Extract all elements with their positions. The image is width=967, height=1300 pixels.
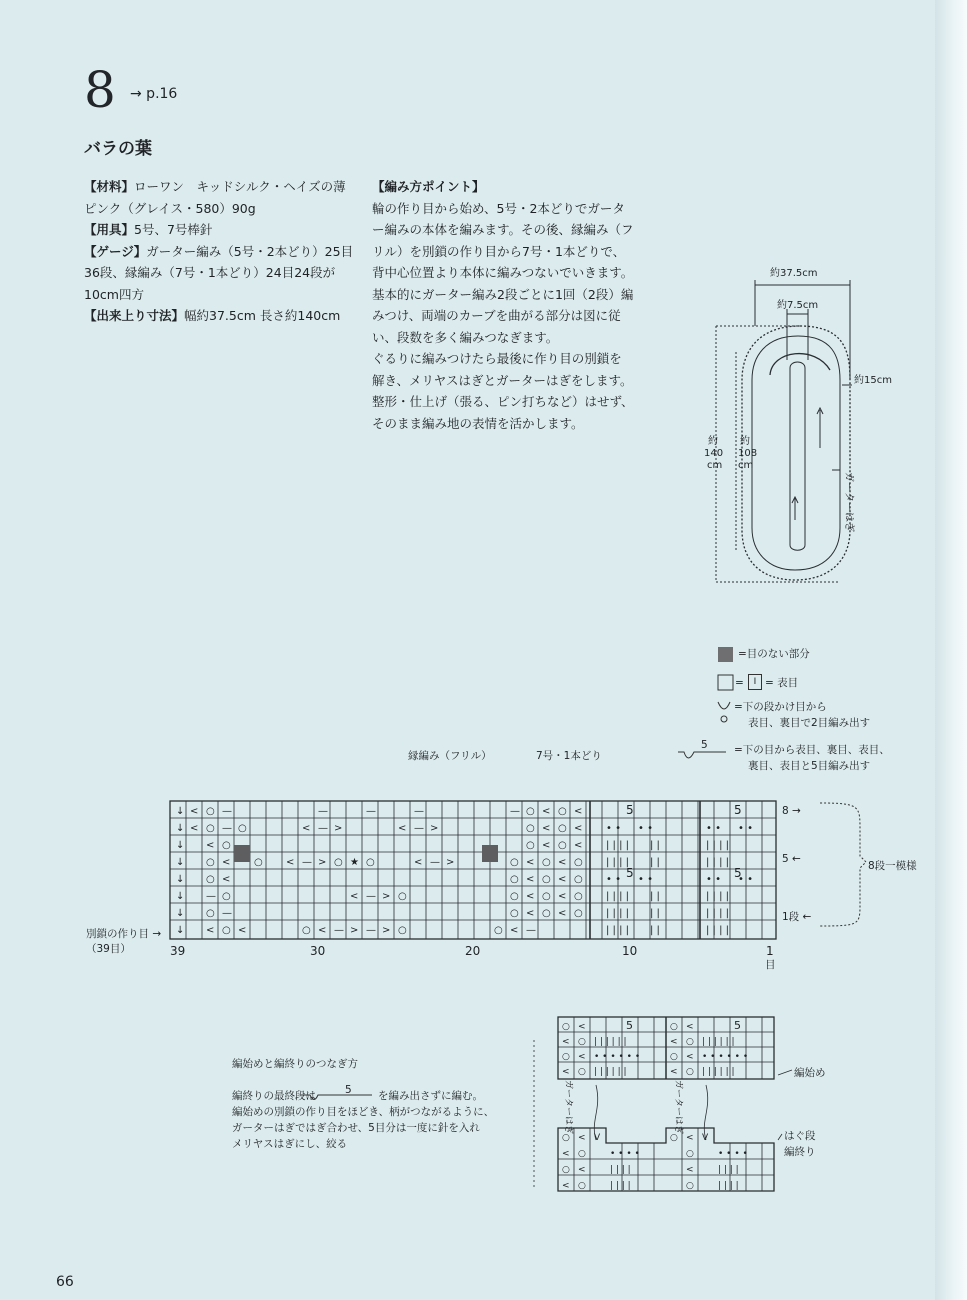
svg-text:<: < <box>578 1052 586 1062</box>
page-number: 66 <box>56 1274 74 1290</box>
joining-seam-label: はぐ段 <box>784 1130 816 1142</box>
legend-increase-line2: 表目、裏目で2目編み出す <box>748 717 871 729</box>
joining-end-label: 編終り <box>784 1146 816 1158</box>
joining-five-2: 5 <box>734 1019 741 1032</box>
svg-text:V: V <box>702 1133 709 1143</box>
svg-text:<: < <box>574 840 583 851</box>
svg-text:○: ○ <box>562 1022 570 1032</box>
svg-text:○: ○ <box>562 1165 570 1175</box>
chart-five-4: 5 <box>734 866 742 880</box>
legend-knit-symbol: I <box>748 674 762 690</box>
svg-text:| | | |: | | | | <box>706 925 730 936</box>
svg-text:○: ○ <box>670 1133 678 1143</box>
svg-text:| | | |: | | | | <box>706 908 730 919</box>
joining-start-label: 編始め <box>794 1067 826 1079</box>
svg-text:—: — <box>366 925 376 936</box>
svg-text:<: < <box>578 1022 586 1032</box>
chart-no-stitch-1 <box>234 845 250 862</box>
svg-text:| |: | | <box>650 908 660 919</box>
legend-five-line2: 裏目、表目と5目編み出す <box>748 760 871 772</box>
joining-text1-b: を編み出さずに編む。 <box>378 1090 483 1102</box>
svg-text:↓: ↓ <box>176 840 185 851</box>
svg-text:○: ○ <box>578 1037 586 1047</box>
svg-text:—: — <box>366 891 376 902</box>
svg-text:| | | | | |: | | | | | | <box>594 1067 627 1077</box>
joining-text2: 編始めの別鎖の作り目をほどき、柄がつながるように、 <box>232 1106 495 1118</box>
svg-text:<: < <box>686 1133 694 1143</box>
legend-five-line1: =下の目から表目、裏目、表目、 <box>734 744 890 756</box>
svg-text:—: — <box>222 823 232 834</box>
row-label-5: 5 ← <box>782 853 801 865</box>
svg-text:○: ○ <box>542 857 551 868</box>
svg-text:↓: ↓ <box>176 908 185 919</box>
svg-text:<: < <box>562 1067 570 1077</box>
svg-text:○: ○ <box>222 925 231 936</box>
join-label: ガーターはぎ <box>843 472 854 532</box>
svg-text:| | | |: | | | | <box>610 1165 631 1175</box>
svg-text:| | | |: | | | | <box>718 1181 739 1191</box>
svg-text:—: — <box>222 908 232 919</box>
svg-text:• •: • • <box>738 823 753 834</box>
svg-text:V: V <box>594 1133 601 1143</box>
svg-text:○: ○ <box>526 823 535 834</box>
width-total-label: 約37.5cm <box>770 268 818 279</box>
points-paragraph-1: 輪の作り目から始め、5号・2本どりでガーター編みの本体を編みます。その後、縁編み（フリル）を別鎖の作り目から7号・1本どりで、背中心位置より本体に編みつないでいきます。基本的にガーター編み2段ごとに1回（2段）編みつけ、両端のカーブを曲がる部分は図に従い、段数を多く編みつなぎます。 <box>372 200 634 345</box>
svg-text:○: ○ <box>670 1052 678 1062</box>
svg-text:<: < <box>562 1181 570 1191</box>
svg-text:—: — <box>222 806 232 817</box>
svg-text:| | | | | |: | | | | | | <box>702 1037 735 1047</box>
svg-text:○: ○ <box>254 857 263 868</box>
svg-text:<: < <box>670 1037 678 1047</box>
svg-text:<: < <box>558 874 567 885</box>
svg-text:<: < <box>686 1022 694 1032</box>
svg-text:○: ○ <box>686 1037 694 1047</box>
svg-text:<: < <box>574 823 583 834</box>
svg-text:<: < <box>286 857 295 868</box>
legend-increase-loop <box>721 716 727 722</box>
svg-text:• •: • • <box>738 874 753 885</box>
svg-text:○: ○ <box>398 891 407 902</box>
svg-text:<: < <box>542 840 551 851</box>
repeat-label: 8段一模様 <box>868 860 917 872</box>
svg-text:○: ○ <box>302 925 311 936</box>
svg-text:• • • •: • • • • <box>610 1149 640 1159</box>
chart-yarn: 7号・1本どり <box>536 750 602 762</box>
svg-text:<: < <box>558 908 567 919</box>
repeat-bracket <box>820 803 866 926</box>
gauge-label: 【ゲージ】 <box>84 243 147 259</box>
svg-text:○: ○ <box>574 874 583 885</box>
page-reference: → p.16 <box>130 86 178 102</box>
svg-text:○: ○ <box>558 840 567 851</box>
svg-text:<: < <box>350 891 359 902</box>
svg-text:>: > <box>382 891 391 902</box>
svg-text:↓: ↓ <box>176 857 185 868</box>
svg-text:• •: • • <box>706 823 721 834</box>
width-inner-label: 約7.5cm <box>777 300 819 311</box>
svg-text:○: ○ <box>542 891 551 902</box>
svg-text:| | | |: | | | | <box>606 891 630 902</box>
svg-text:—: — <box>206 891 216 902</box>
svg-text:○: ○ <box>558 823 567 834</box>
length-total-3: cm <box>707 460 723 471</box>
svg-text:<: < <box>562 1037 570 1047</box>
svg-text:○: ○ <box>206 823 215 834</box>
svg-text:<: < <box>222 857 231 868</box>
svg-text:—: — <box>334 925 344 936</box>
gauge-text: ガーター編み（5号・2本どり）25目36段、縁編み（7号・1本どり）24目24段が10cm四方 <box>84 243 354 302</box>
svg-text:| | | |: | | | | <box>606 840 630 851</box>
svg-text:<: < <box>222 874 231 885</box>
chart-five-3: 5 <box>626 866 634 880</box>
svg-text:| | | |: | | | | <box>706 891 730 902</box>
svg-text:○: ○ <box>542 908 551 919</box>
svg-text:>: > <box>318 857 327 868</box>
svg-text:| | | | | |: | | | | | | <box>594 1037 627 1047</box>
size-label: 【出来上り寸法】 <box>84 308 185 323</box>
length-inner-3: cm <box>738 460 754 471</box>
svg-text:↓: ↓ <box>176 823 185 834</box>
svg-text:○: ○ <box>574 891 583 902</box>
svg-text:>: > <box>446 857 455 868</box>
length-inner-1: 約 <box>740 436 750 447</box>
svg-text:○: ○ <box>562 1133 570 1143</box>
svg-text:○: ○ <box>578 1149 586 1159</box>
svg-text:<: < <box>578 1133 586 1143</box>
col-unit: 目 <box>765 959 776 971</box>
svg-text:<: < <box>510 925 519 936</box>
svg-text:○: ○ <box>578 1181 586 1191</box>
svg-text:—: — <box>414 806 424 817</box>
col-label-1: 1 <box>766 944 774 958</box>
chart-grid <box>170 801 776 939</box>
size-text: 幅約37.5cm 長さ約140cm <box>184 308 341 323</box>
svg-text:• •: • • <box>606 823 621 834</box>
svg-text:★: ★ <box>350 857 359 868</box>
svg-text:| | | |: | | | | <box>606 908 630 919</box>
svg-text:<: < <box>190 823 199 834</box>
svg-text:| | | |: | | | | <box>706 840 730 851</box>
cast-on-label: 別鎖の作り目 → <box>86 928 162 940</box>
svg-text:○: ○ <box>222 840 231 851</box>
svg-text:>: > <box>382 925 391 936</box>
svg-text:<: < <box>670 1067 678 1077</box>
svg-text:| |: | | <box>650 925 660 936</box>
legend-knit-swatch <box>718 675 733 690</box>
svg-text:<: < <box>578 1165 586 1175</box>
legend-no-stitch: =目のない部分 <box>738 648 810 660</box>
svg-text:<: < <box>542 806 551 817</box>
svg-text:<: < <box>574 806 583 817</box>
svg-text:<: < <box>206 840 215 851</box>
svg-text:—: — <box>430 857 440 868</box>
svg-text:| | | | | |: | | | | | | <box>702 1067 735 1077</box>
svg-text:• • • • • •: • • • • • • <box>702 1052 749 1062</box>
legend-increase-symbol <box>718 702 730 709</box>
legend-knit: = 表目 <box>765 677 799 689</box>
svg-text:○: ○ <box>206 908 215 919</box>
svg-text:| |: | | <box>650 857 660 868</box>
svg-text:<: < <box>686 1165 694 1175</box>
svg-text:| | | |: | | | | <box>606 925 630 936</box>
chart-caption: 縁編み（フリル） <box>408 750 492 762</box>
schematic-diagram <box>716 280 852 582</box>
legend-knit-eq: = <box>735 677 744 689</box>
row-label-1: 1段 ← <box>782 911 812 923</box>
legend-five-number: 5 <box>701 739 708 751</box>
svg-text:| |: | | <box>650 840 660 851</box>
svg-text:○: ○ <box>510 857 519 868</box>
legend-no-stitch-swatch <box>718 647 733 662</box>
joining-text1-a: 編終りの最終段は <box>232 1090 316 1102</box>
svg-text:<: < <box>558 891 567 902</box>
chart-five-2: 5 <box>734 803 742 817</box>
svg-text:○: ○ <box>526 840 535 851</box>
svg-text:○: ○ <box>206 806 215 817</box>
svg-text:<: < <box>686 1052 694 1062</box>
svg-text:○: ○ <box>366 857 375 868</box>
svg-text:○: ○ <box>494 925 503 936</box>
svg-text:<: < <box>302 823 311 834</box>
svg-text:| | | |: | | | | <box>718 1165 739 1175</box>
svg-text:<: < <box>526 857 535 868</box>
svg-text:—: — <box>510 806 520 817</box>
tools-label: 【用具】 <box>84 222 135 237</box>
svg-text:| | | |: | | | | <box>706 857 730 868</box>
length-total-2: 140 <box>704 448 724 459</box>
svg-text:<: < <box>398 823 407 834</box>
svg-text:<: < <box>190 806 199 817</box>
svg-text:<: < <box>526 891 535 902</box>
svg-text:• • • •: • • • • <box>718 1149 748 1159</box>
svg-text:<: < <box>238 925 247 936</box>
joining-text3: ガーターはぎではぎ合わせ、5目分は一度に針を入れ <box>232 1122 480 1134</box>
points-label: 【編み方ポイント】 <box>372 179 485 194</box>
col-label-39: 39 <box>170 944 186 958</box>
svg-text:<: < <box>206 925 215 936</box>
svg-text:○: ○ <box>510 891 519 902</box>
svg-text:—: — <box>302 857 312 868</box>
length-inner-2: 108 <box>738 448 758 459</box>
joining-text4: メリヤスはぎにし、絞る <box>232 1138 348 1150</box>
svg-text:○: ○ <box>558 806 567 817</box>
svg-text:<: < <box>318 925 327 936</box>
pattern-number: 8 <box>84 61 116 119</box>
materials-label: 【材料】 <box>84 179 135 194</box>
svg-text:↓: ↓ <box>176 925 185 936</box>
svg-text:○: ○ <box>574 908 583 919</box>
tools-text: 5号、7号棒針 <box>134 222 213 237</box>
svg-text:○: ○ <box>222 891 231 902</box>
svg-text:—: — <box>366 806 376 817</box>
garter-label-1: ガーターはぎ <box>563 1080 573 1135</box>
svg-text:↓: ↓ <box>176 806 185 817</box>
points-paragraph-2: ぐるりに編みつけたら最後に作り目の別鎖を解き、メリヤスはぎとガーターはぎをします。整形・仕上げ（張る、ピン打ちなど）はせず、そのまま編み地の表情を活かします。 <box>372 351 634 431</box>
joining-text1-number: 5 <box>345 1084 352 1096</box>
svg-text:—: — <box>414 823 424 834</box>
svg-text:○: ○ <box>686 1181 694 1191</box>
svg-text:<: < <box>558 857 567 868</box>
joining-five-symbol <box>300 1095 372 1100</box>
svg-text:○: ○ <box>238 823 247 834</box>
svg-text:○: ○ <box>206 857 215 868</box>
svg-text:○: ○ <box>542 874 551 885</box>
joining-title: 編始めと編終りのつなぎ方 <box>232 1058 358 1070</box>
materials-text: ローワン キッドシルク・ヘイズの薄ピンク（グレイス・580）90g <box>84 179 346 216</box>
svg-text:—: — <box>318 806 328 817</box>
svg-text:| |: | | <box>650 891 660 902</box>
legend-five-symbol <box>678 752 726 758</box>
svg-text:<: < <box>526 908 535 919</box>
svg-text:• •: • • <box>606 874 621 885</box>
chart-five-1: 5 <box>626 803 634 817</box>
chart-symbols <box>176 806 753 936</box>
svg-text:<: < <box>542 823 551 834</box>
col-label-10: 10 <box>622 944 638 958</box>
svg-text:<: < <box>414 857 423 868</box>
row-label-8: 8 → <box>782 805 801 817</box>
svg-text:○: ○ <box>334 857 343 868</box>
col-label-30: 30 <box>310 944 326 958</box>
svg-text:○: ○ <box>670 1022 678 1032</box>
svg-text:↓: ↓ <box>176 874 185 885</box>
legend-increase-line1: =下の段かけ目から <box>734 701 827 713</box>
garter-label-2: ガーターはぎ <box>673 1080 683 1135</box>
svg-text:• •: • • <box>638 823 653 834</box>
chart-no-stitch-2 <box>482 845 498 862</box>
svg-text:○: ○ <box>510 908 519 919</box>
svg-text:○: ○ <box>686 1149 694 1159</box>
svg-text:○: ○ <box>398 925 407 936</box>
svg-text:○: ○ <box>578 1067 586 1077</box>
length-total-1: 約 <box>708 436 718 447</box>
svg-text:• • • • • •: • • • • • • <box>594 1052 641 1062</box>
svg-text:• •: • • <box>706 874 721 885</box>
svg-text:○: ○ <box>574 857 583 868</box>
joining-five-1: 5 <box>626 1019 633 1032</box>
svg-text:○: ○ <box>562 1052 570 1062</box>
svg-text:—: — <box>526 925 536 936</box>
svg-text:—: — <box>318 823 328 834</box>
svg-text:○: ○ <box>686 1067 694 1077</box>
svg-text:| | | |: | | | | <box>610 1181 631 1191</box>
svg-text:○: ○ <box>206 874 215 885</box>
svg-text:○: ○ <box>510 874 519 885</box>
svg-text:↓: ↓ <box>176 891 185 902</box>
svg-text:| | | |: | | | | <box>606 857 630 868</box>
side-label: 約15cm <box>854 375 892 386</box>
svg-text:>: > <box>334 823 343 834</box>
svg-text:• •: • • <box>638 874 653 885</box>
svg-text:>: > <box>430 823 439 834</box>
pattern-title: バラの葉 <box>84 139 152 159</box>
svg-text:<: < <box>526 874 535 885</box>
svg-text:>: > <box>350 925 359 936</box>
cast-on-count: （39目） <box>86 943 131 955</box>
svg-text:○: ○ <box>526 806 535 817</box>
col-label-20: 20 <box>465 944 481 958</box>
svg-text:<: < <box>562 1149 570 1159</box>
